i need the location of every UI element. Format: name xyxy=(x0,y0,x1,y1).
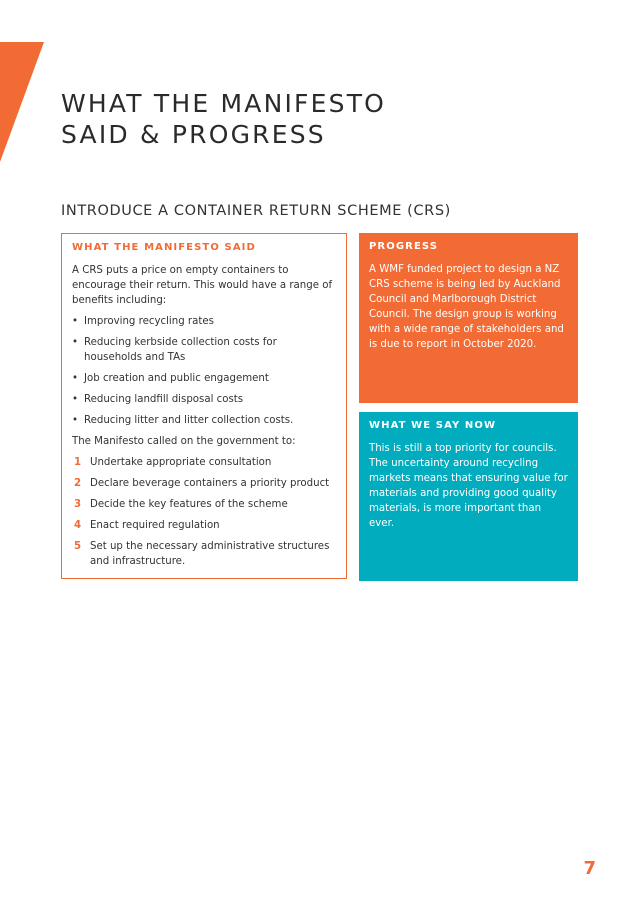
step-item xyxy=(72,539,336,569)
say-now-box xyxy=(359,412,578,581)
benefit-item: • Reducing landfill disposal costs xyxy=(72,392,336,407)
benefit-item: • Reducing kerbside collection costs for households and TAs xyxy=(72,335,336,365)
manifesto-intro-text: A CRS puts a price on empty containers to encourage their return. This would have a range of benefits including: xyxy=(72,265,333,306)
page-number: 7 xyxy=(583,858,596,879)
step-text: Enact required regulation xyxy=(90,520,220,531)
corner-accent-triangle xyxy=(0,42,44,162)
benefit-item: • Improving recycling rates xyxy=(72,314,336,329)
benefit-item: • Job creation and public engagement xyxy=(72,371,336,386)
progress-heading: PROGRESS xyxy=(369,241,439,252)
benefit-item: • Reducing litter and litter collection costs. xyxy=(72,413,336,428)
progress-text: A WMF funded project to design a NZ CRS scheme is being led by Auckland Council and Marlborough District Council. The design group is working with a wide range of stakeholders and is due to report in October 2020. xyxy=(369,264,564,350)
step-number: 4 xyxy=(74,520,82,531)
step-text: Decide the key features of the scheme xyxy=(90,499,288,510)
step-number: 5 xyxy=(74,541,82,552)
step-text: Set up the necessary administrative structures and infrastructure. xyxy=(90,541,330,567)
manifesto-said-box xyxy=(61,233,347,579)
progress-box xyxy=(359,233,578,403)
step-text: Undertake appropriate consultation xyxy=(90,457,272,468)
step-number: 1 xyxy=(74,457,82,468)
benefits-list xyxy=(72,314,336,428)
page-title xyxy=(61,88,386,150)
step-item xyxy=(72,518,336,533)
page-title-line-1: WHAT THE MANIFESTO xyxy=(61,89,387,118)
page-title-line-2: SAID & PROGRESS xyxy=(61,120,326,149)
step-item xyxy=(72,455,336,470)
say-now-heading: WHAT WE SAY NOW xyxy=(369,420,497,431)
step-item xyxy=(72,497,336,512)
section-heading: INTRODUCE A CONTAINER RETURN SCHEME (CRS) xyxy=(61,203,451,219)
step-number: 3 xyxy=(74,499,82,510)
step-item xyxy=(72,476,336,491)
step-number: 2 xyxy=(74,478,82,489)
manifesto-said-heading: WHAT THE MANIFESTO SAID xyxy=(72,242,256,253)
say-now-text: This is still a top priority for councils. The uncertainty around recycling markets means that ensuring value for materials and providing good quality materials, is more important than ever. xyxy=(369,443,568,529)
steps-list xyxy=(72,455,336,569)
step-text: Declare beverage containers a priority product xyxy=(90,478,330,489)
called-on-text: The Manifesto called on the government to: xyxy=(72,436,296,447)
